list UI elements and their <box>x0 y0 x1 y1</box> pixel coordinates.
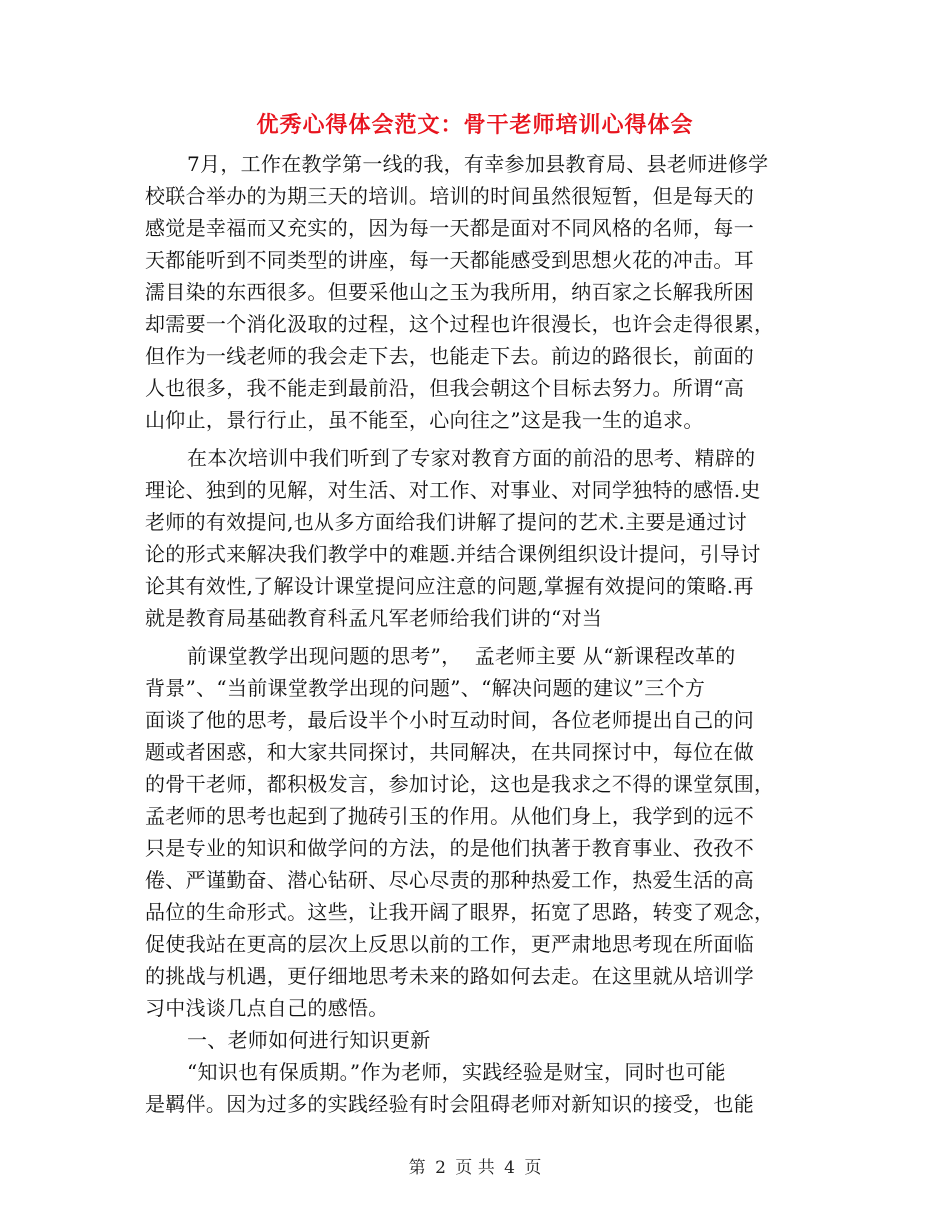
text-line: 天都能听到不同类型的讲座，每一天都能感受到思想火花的冲击。耳 <box>145 248 754 272</box>
text-line: 前课堂教学出现问题的思考”， 孟老师主要 从“新课程改革的 <box>187 644 736 668</box>
text-line: 但作为一线老师的我会走下去，也能走下去。前边的路很长，前面的 <box>145 344 754 368</box>
text-line: 孟老师的思考也起到了抛砖引玉的作用。从他们身上，我学到的远不 <box>145 804 754 828</box>
text-line: 山仰止，景行行止，虽不能至，心向往之”这是我一生的追求。 <box>145 408 704 432</box>
text-line: 的骨干老师，都积极发言，参加讨论，这也是我求之不得的课堂氛围， <box>145 772 775 796</box>
text-line: 促使我站在更高的层次上反思以前的工作，更严肃地思考现在所面临 <box>145 932 754 956</box>
text-line: 濡目染的东西很多。但要采他山之玉为我所用，纳百家之长解我所困 <box>145 280 754 304</box>
footer-suffix: 页 <box>524 1158 542 1178</box>
paragraph-2 <box>145 442 805 634</box>
text-line: 只是专业的知识和做学问的方法，的是他们执著于教育事业、孜孜不 <box>145 836 754 860</box>
footer-prefix: 第 <box>408 1158 426 1178</box>
text-line: 倦、严谨勤奋、潜心钻研、尽心尽责的那种热爱工作，热爱生活的高 <box>145 868 754 892</box>
document-title: 优秀心得体会范文：骨干老师培训心得体会 <box>256 112 694 138</box>
text-line: 却需要一个消化汲取的过程，这个过程也许很漫长，也许会走得很累， <box>145 312 775 336</box>
section-heading: 一、老师如何进行知识更新 <box>187 1028 431 1052</box>
text-line: 论其有效性,了解设计课堂提问应注意的问题,掌握有效提问的策略.再 <box>145 574 754 598</box>
text-line: 在本次培训中我们听到了专家对教育方面的前沿的思考、精辟的 <box>187 446 756 470</box>
paragraph-3 <box>145 640 805 1024</box>
text-line: “知识也有保质期。”作为老师，实践经验是财宝，同时也可能 <box>187 1060 726 1084</box>
text-line: 7月，工作在教学第一线的我，有幸参加县教育局、县老师进修学 <box>187 152 769 176</box>
paragraph-4 <box>145 1056 805 1120</box>
page-footer <box>0 1153 950 1178</box>
text-line: 老师的有效提问,也从多方面给我们讲解了提问的艺术.主要是通过讨 <box>145 510 748 534</box>
current-page-number: 2 <box>435 1158 446 1178</box>
text-line: 人也很多，我不能走到最前沿，但我会朝这个目标去努力。所谓“高 <box>145 376 745 400</box>
text-line: 就是教育局基础教育科孟凡军老师给我们讲的“对当 <box>145 606 603 630</box>
text-line: 论的形式来解决我们教学中的难题.并结合课例组织设计提问，引导讨 <box>145 542 761 566</box>
text-line: 面谈了他的思考，最后设半个小时互动时间，各位老师提出自己的问 <box>145 708 754 732</box>
text-line: 感觉是幸福而又充实的，因为每一天都是面对不同风格的名师，每一 <box>145 216 754 240</box>
text-line: 是羁伴。因为过多的实践经验有时会阻碍老师对新知识的接受，也能 <box>145 1092 754 1116</box>
text-line: 品位的生命形式。这些，让我开阔了眼界，拓宽了思路，转变了观念， <box>145 900 775 924</box>
paragraph-1 <box>145 148 805 436</box>
text-line: 习中浅谈几点自己的感悟。 <box>145 996 389 1020</box>
text-line: 题或者困惑，和大家共同探讨，共同解决，在共同探讨中，每位在做 <box>145 740 754 764</box>
total-page-count: 4 <box>504 1158 515 1178</box>
text-line: 理论、独到的见解，对生活、对工作、对事业、对同学独特的感悟.史 <box>145 478 761 502</box>
footer-mid: 页 共 <box>455 1158 495 1178</box>
text-line: 校联合举办的为期三天的培训。培训的时间虽然很短暂，但是每天的 <box>145 184 754 208</box>
text-line: 背景”、“当前课堂教学出现的问题”、“解决问题的建议”三个方 <box>145 676 706 700</box>
text-line: 的挑战与机遇，更仔细地思考未来的路如何去走。在这里就从培训学 <box>145 964 754 988</box>
document-body <box>145 148 805 1120</box>
